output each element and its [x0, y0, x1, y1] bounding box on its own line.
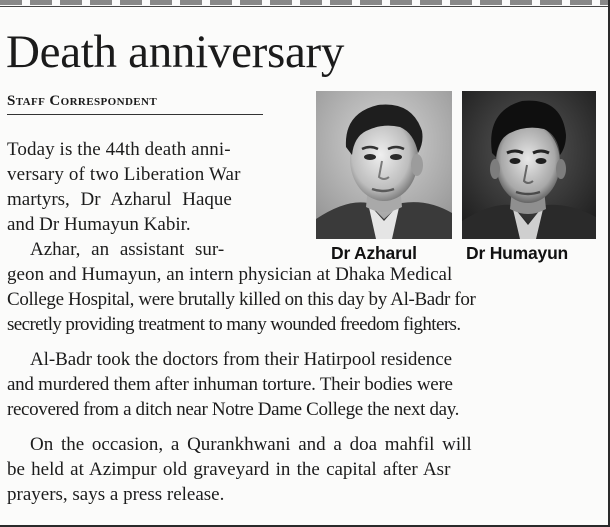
paragraph-4-line-2: be held at Azimpur old graveyard in the capital after Asr	[7, 459, 451, 480]
paragraph-1-line-2: versary of two Liberation War	[7, 164, 241, 185]
photo-caption-azharul: Dr Azharul	[331, 243, 417, 263]
cut-off-header-text	[0, 0, 608, 5]
paragraph-4-line-1: On the occasion, a Qurankhwani and a doa mahfil will	[30, 434, 472, 455]
photo-caption-humayun: Dr Humayun	[466, 243, 569, 263]
paragraph-3-line-2: and murdered them after inhuman torture. Their bodies were	[7, 374, 453, 395]
portrait-photo-humayun	[462, 91, 596, 239]
headline: Death anniversary	[6, 26, 345, 78]
paragraph-2-line-4: secretly providing treatment to many wounded freedom fighters.	[7, 314, 461, 335]
paragraph-3-line-3: recovered from a ditch near Notre Dame College the next day.	[7, 399, 460, 420]
byline: Staff Correspondent	[7, 92, 263, 115]
portrait-azharul-image	[316, 91, 452, 239]
paragraph-1-line-4: and Dr Humayun Kabir.	[7, 214, 191, 235]
top-rule-divider	[0, 0, 608, 7]
paragraph-4-line-3: prayers, says a press release.	[7, 484, 225, 505]
paragraph-3-line-1: Al-Badr took the doctors from their Hatirpool residence	[30, 349, 452, 370]
paragraph-1-line-3: martyrs, Dr Azharul Haque	[7, 189, 232, 210]
paragraph-2-line-1: Azhar, an assistant sur-	[30, 239, 225, 260]
paragraph-2-line-3: College Hospital, were brutally killed on this day by Al-Badr for	[7, 289, 476, 310]
portrait-photo-azharul	[316, 91, 452, 239]
paragraph-2-line-2: geon and Humayun, an intern physician at Dhaka Medical	[7, 264, 453, 285]
portrait-humayun-image	[462, 91, 596, 239]
paragraph-1-line-1: Today is the 44th death anni-	[7, 139, 231, 160]
